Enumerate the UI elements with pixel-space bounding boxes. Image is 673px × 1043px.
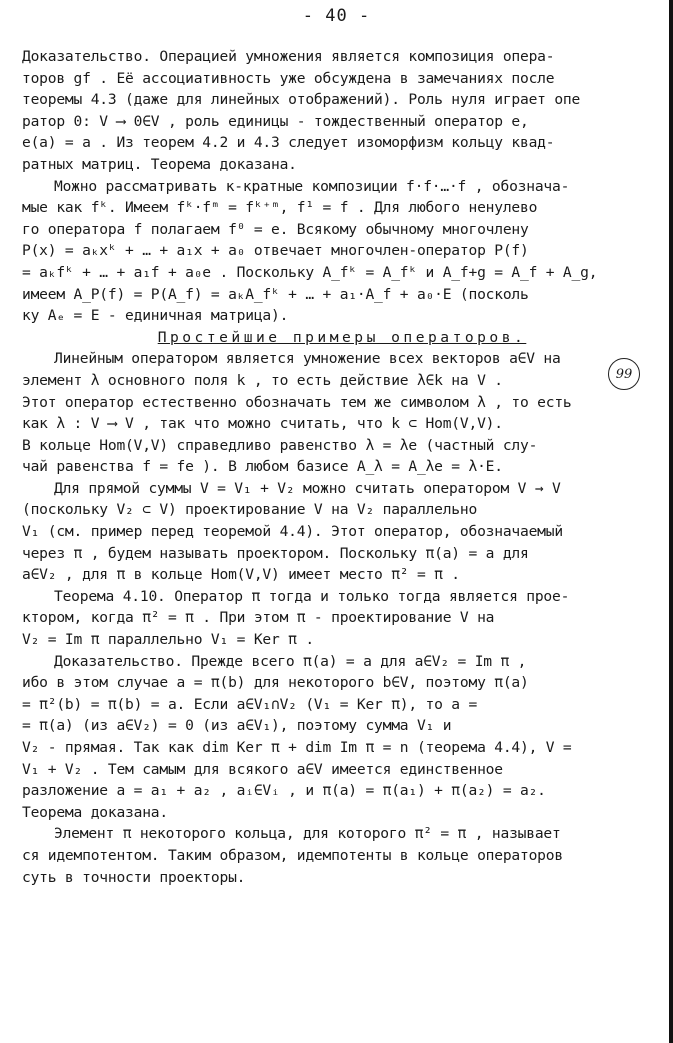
text-line: a∈V₂ , для π в кольце Hom(V,V) имеет место π² = π . [22, 566, 460, 584]
text-line: ратор 0: V ⟶ 0∈V , роль единицы - тождественный оператор e, [22, 112, 529, 130]
text-line: через π , будем называть проектором. Поскольку π(a) = a для [22, 544, 529, 562]
text-line: суть в точности проекторы. [22, 868, 246, 886]
text-line: теоремы 4.3 (даже для линейных отображений). Роль нуля играет опе [22, 91, 581, 109]
text-line: V₁ (см. пример перед теоремой 4.4). Этот оператор, обозначаемый [22, 523, 563, 541]
text-line: торов gf . Её ассоциативность уже обсуждена в замечаниях после [22, 69, 555, 87]
text-line: (поскольку V₂ ⊂ V) проектирование V на V₂ параллельно [22, 501, 478, 519]
margin-mark: 99 [608, 358, 640, 390]
proof-line: Доказательство. Прежде всего π(a) = a для a∈V₂ = Im π , [54, 652, 527, 670]
text-line: Для прямой суммы V = V₁ + V₂ можно считать оператором V → V [54, 479, 561, 497]
text-line: Можно рассматривать к-кратные композиции f·f·…·f , обознача- [54, 177, 570, 195]
section-heading: Простейшие примеры операторов. [157, 328, 527, 346]
text-line: чай равенства f = fe ). В любом базисе A_λ = A_λe = λ·E. [22, 458, 503, 476]
text-line: как λ : V ⟶ V , так что можно считать, что k ⊂ Hom(V,V). [22, 415, 503, 433]
text-line: V₁ + V₂ . Тем самым для всякого a∈V имеется единственное [22, 760, 503, 778]
text-line: Этот оператор естественно обозначать тем же символом λ , то есть [22, 393, 572, 411]
text-line: ибо в этом случае a = π(b) для некоторого b∈V, поэтому π(a) [22, 674, 529, 692]
text-line: го оператора f полагаем f⁰ = e. Всякому обычному многочлену [22, 220, 529, 238]
text-line: V₂ - прямая. Так как dim Ker π + dim Im π = n (теорема 4.4), V = [22, 739, 572, 756]
text-line: e(a) = a . Из теорем 4.2 и 4.3 следует изоморфизм кольцу квад- [22, 134, 555, 152]
text-line: Элемент π некоторого кольца, для которого π² = π , называет [54, 825, 561, 843]
page-edge [669, 0, 673, 1043]
text-line: мые как fᵏ. Имеем fᵏ·fᵐ = fᵏ⁺ᵐ, f¹ = f . Для любого ненулево [22, 199, 538, 217]
text-line: В кольце Hom(V,V) справедливо равенство λ = λe (частный слу- [22, 436, 538, 454]
text-line: Линейным оператором является умножение всех векторов a∈V на [54, 350, 561, 368]
text-line: ратных матриц. Теорема доказана. [22, 155, 297, 173]
page-body [22, 46, 662, 888]
text-line: ку Aₑ = E - единичная матрица). [22, 307, 289, 325]
text-line: разложение a = a₁ + a₂ , aᵢ∈Vᵢ , и π(a) = π(a₁) + π(a₂) = a₂. [22, 782, 546, 800]
theorem-line: Теорема 4.10. Оператор π тогда и только тогда является прое- [54, 587, 570, 605]
text-line: = π(a) (из a∈V₂) = 0 (из a∈V₁), поэтому сумма V₁ и [22, 717, 452, 735]
text-line: Доказательство. Операцией умножения является композиция опера- [22, 48, 555, 65]
text-line: элемент λ основного поля k , то есть действие λ∈k на V . [22, 371, 503, 389]
text-line: V₂ = Im π параллельно V₁ = Ker π . [22, 631, 314, 649]
text-line: Теорема доказана. [22, 803, 168, 821]
text-line: ся идемпотентом. Таким образом, идемпотенты в кольце операторов [22, 846, 563, 864]
text-line: = aₖfᵏ + … + a₁f + a₀e . Поскольку A_fᵏ = A_fᵏ и A_f+g = A_f + A_g, [22, 263, 598, 281]
text-line: = π²(b) = π(b) = a. Если a∈V₁∩V₂ (V₁ = Ker π), то a = [22, 695, 478, 713]
text-line: P(x) = aₖxᵏ + … + a₁x + a₀ отвечает многочлен-оператор P(f) [22, 242, 529, 260]
page-number: - 40 - [302, 6, 371, 26]
text-line: ктором, когда π² = π . При этом π - проектирование V на [22, 609, 495, 627]
text-line: имеем A_P(f) = P(A_f) = aₖA_fᵏ + … + a₁·A_f + a₀·E (посколь [22, 285, 529, 303]
